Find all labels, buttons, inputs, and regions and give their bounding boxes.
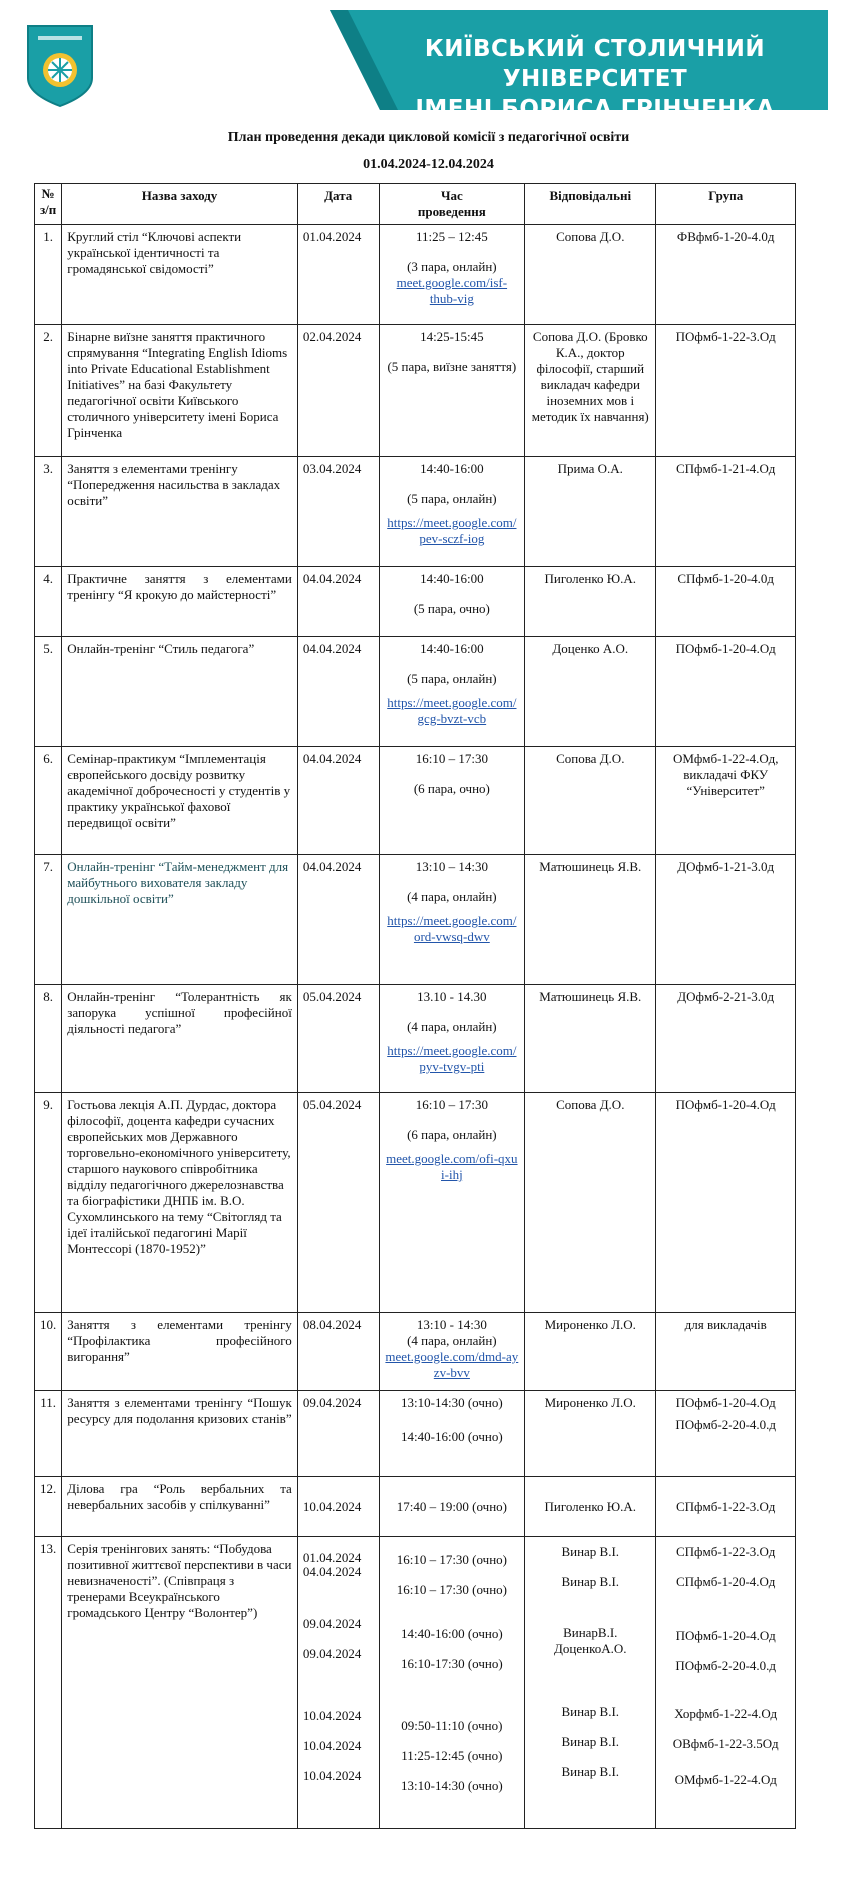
row-time-cell <box>379 1391 525 1477</box>
session-date: 09.04.2024 <box>302 1616 362 1631</box>
session-time: 13:10-14:30 (очно) <box>401 1778 503 1793</box>
row-responsible: Сопова Д.О. <box>525 225 656 325</box>
table-row <box>35 747 796 855</box>
row-group: ДОфмб-2-21-3.0д <box>656 985 796 1093</box>
table-row <box>35 1537 796 1829</box>
table-row <box>35 457 796 567</box>
session-date: 10.04.2024 <box>302 1768 362 1783</box>
session-responsible-name: Винар В.І. <box>561 1574 620 1589</box>
row-responsible: Сопова Д.О. <box>525 1093 656 1313</box>
row-date: 05.04.2024 <box>297 1093 379 1313</box>
row-date: 04.04.2024 <box>297 855 379 985</box>
row-num: 13. <box>35 1537 62 1829</box>
row-time-2: 14:40-16:00 (очно) <box>401 1429 503 1444</box>
document-period: 01.04.2024-12.04.2024 <box>363 157 494 172</box>
row-mode: (3 пара, онлайн) <box>407 259 497 274</box>
table-row <box>35 225 796 325</box>
university-name <box>360 34 830 124</box>
row-mode: (5 пара, очно) <box>413 601 490 616</box>
session-responsible-name: ДоценкоА.О. <box>554 1641 627 1656</box>
row-date: 02.04.2024 <box>297 325 379 457</box>
row-mode: (4 пара, онлайн) <box>407 1019 497 1034</box>
row-time: 11:25 – 12:45 <box>415 229 488 244</box>
session-group: ОМфмб-1-22-4.Од <box>674 1772 777 1787</box>
row-group-2: ПОфмб-2-20-4.0.д <box>675 1417 777 1432</box>
row-num: 5. <box>35 637 62 747</box>
row-group-1: ПОфмб-1-20-4.Од <box>675 1395 776 1410</box>
table-row <box>35 1391 796 1477</box>
row-time-cell <box>379 985 525 1093</box>
session-time: 16:10 – 17:30 (очно) <box>396 1552 507 1567</box>
meeting-link[interactable]: https://meet.google.com/pev-sczf-iog <box>387 515 517 546</box>
row-mode: (5 пара, онлайн) <box>407 671 497 686</box>
row-time: 17:40 – 19:00 (очно) <box>379 1477 525 1537</box>
university-banner <box>0 10 828 122</box>
meeting-link[interactable]: https://meet.google.com/pyv-tvgv-pti <box>387 1043 517 1074</box>
row-responsible: Пиголенко Ю.А. <box>525 567 656 637</box>
row-num: 3. <box>35 457 62 567</box>
row-time: 13.10 - 14.30 <box>417 989 487 1004</box>
meeting-link[interactable]: meet.google.com/ofi-qxui-ihj <box>386 1151 518 1182</box>
row-time-cell <box>379 855 525 985</box>
row-mode: (5 пара, виїзне заняття) <box>387 359 517 374</box>
header-responsible: Відповідальні <box>525 184 656 225</box>
row-name: Онлайн-тренінг “Тайм-менеджмент для майбутнього вихователя закладу дошкільної освіти” <box>62 855 298 985</box>
university-name-line1: КИЇВСЬКИЙ СТОЛИЧНИЙ УНІВЕРСИТЕТ <box>424 36 766 92</box>
session-responsible-name: Винар В.І. <box>561 1764 620 1779</box>
session-group: СПфмб-1-20-4.Од <box>676 1574 776 1589</box>
row-mode: (6 пара, онлайн) <box>407 1127 497 1142</box>
session-time: 16:10 – 17:30 (очно) <box>396 1582 507 1597</box>
session-date: 01.04.2024 <box>302 1550 362 1565</box>
row-group: СПфмб-1-20-4.0д <box>656 567 796 637</box>
row-time-cell <box>379 1313 525 1391</box>
university-emblem-icon <box>24 22 96 108</box>
session-responsible-name: Винар В.І. <box>561 1734 620 1749</box>
row-date: 04.04.2024 <box>297 637 379 747</box>
session-time: 16:10-17:30 (очно) <box>401 1656 503 1671</box>
row-responsible: Прима О.А. <box>525 457 656 567</box>
row-time-1: 13:10-14:30 (очно) <box>401 1395 503 1410</box>
row-date: 08.04.2024 <box>297 1313 379 1391</box>
session-group: ОВфмб-1-22-3.5Од <box>672 1736 779 1751</box>
row-num: 12. <box>35 1477 62 1537</box>
row-name: Гостьова лекція А.П. Дурдас, доктора філософії, доцента кафедри сучасних європейських мов Державного торговельно-економічного університету, старшого наукового співробітника відділу педагогічного джерелознавства та біографістики ДНПБ ім. В.О. Сухомлинського на тему “Світогляд та ідеї італійської педагогині Марії Монтессорі (1870-1952)” <box>62 1093 298 1313</box>
meeting-link[interactable]: https://meet.google.com/ord-vwsq-dwv <box>387 913 517 944</box>
row-time: 14:25-15:45 <box>420 329 484 344</box>
row-date: 05.04.2024 <box>297 985 379 1093</box>
row-responsible: Мироненко Л.О. <box>525 1391 656 1477</box>
row-group: СПфмб-1-21-4.Од <box>656 457 796 567</box>
row-time-cell <box>379 637 525 747</box>
row-name: Онлайн-тренінг “Толерантність як запорука успішної професійної діяльності педагога” <box>62 985 298 1093</box>
table-row <box>35 1093 796 1313</box>
row-mode: (4 пара, онлайн) <box>407 889 497 904</box>
row-time: 16:10 – 17:30 <box>415 751 488 766</box>
university-name-line2: ІМЕНІ БОРИСА ГРІНЧЕНКА <box>415 96 775 122</box>
session-date: 10.04.2024 <box>302 1738 362 1753</box>
row-date: 01.04.2024 <box>297 225 379 325</box>
row-name: Практичне заняття з елементами тренінгу “Я крокую до майстерності” <box>62 567 298 637</box>
header-name: Назва заходу <box>62 184 298 225</box>
row-group: для викладачів <box>656 1313 796 1391</box>
row-group: СПфмб-1-22-3.Од <box>656 1477 796 1537</box>
row-time: 13:10 - 14:30 <box>416 1317 487 1332</box>
session-date: 09.04.2024 <box>302 1646 362 1661</box>
table-row <box>35 567 796 637</box>
table-row <box>35 985 796 1093</box>
meeting-link[interactable]: meet.google.com/isf-thub-vig <box>396 275 508 306</box>
row-date: 04.04.2024 <box>297 747 379 855</box>
header-time <box>379 184 525 225</box>
row-time: 14:40-16:00 <box>420 461 484 476</box>
row-name: Заняття з елементами тренінгу “Пошук ресурсу для подолання кризових станів” <box>62 1391 298 1477</box>
table-row <box>35 855 796 985</box>
session-responsible-name: Винар В.І. <box>561 1544 620 1559</box>
table-row <box>35 637 796 747</box>
session-dates <box>297 1537 379 1829</box>
row-time: 14:40-16:00 <box>420 571 484 586</box>
events-table <box>34 183 796 1829</box>
row-group: ДОфмб-1-21-3.0д <box>656 855 796 985</box>
row-num: 10. <box>35 1313 62 1391</box>
row-date: 09.04.2024 <box>297 1391 379 1477</box>
row-num: 1. <box>35 225 62 325</box>
row-time-cell <box>379 325 525 457</box>
session-group: ПОфмб-1-20-4.Од <box>675 1628 776 1643</box>
row-name: Семінар-практикум “Імплементація європейського досвіду розвитку академічної доброчесності у студентів у практику української фахової передвищої освіти” <box>62 747 298 855</box>
session-responsible-name: ВинарВ.І. <box>563 1625 618 1640</box>
header-time-line1: Час <box>440 188 463 203</box>
header-num: № з/п <box>35 184 62 225</box>
row-date: 10.04.2024 <box>297 1477 379 1537</box>
session-times <box>379 1537 525 1829</box>
row-group: ОМфмб-1-22-4.Од, викладачі ФКУ “Університет” <box>656 747 796 855</box>
row-num: 9. <box>35 1093 62 1313</box>
row-time-cell <box>379 457 525 567</box>
row-name: Ділова гра “Роль вербальних та невербальних засобів у спілкуванні” <box>62 1477 298 1537</box>
row-time: 14:40-16:00 <box>420 641 484 656</box>
row-num: 11. <box>35 1391 62 1477</box>
session-time: 11:25-12:45 (очно) <box>401 1748 503 1763</box>
row-group: ФВфмб-1-20-4.0д <box>656 225 796 325</box>
header-date: Дата <box>297 184 379 225</box>
row-time-cell <box>379 747 525 855</box>
header-time-line2: проведення <box>417 204 486 219</box>
session-date: 10.04.2024 <box>302 1708 362 1723</box>
row-mode: (4 пара, онлайн) <box>407 1333 497 1348</box>
row-num: 6. <box>35 747 62 855</box>
meeting-link[interactable]: meet.google.com/dmd-ayzv-bvv <box>385 1349 519 1380</box>
row-group: ПОфмб-1-22-3.Од <box>656 325 796 457</box>
row-responsible: Сопова Д.О. (Бровко К.А., доктор філософії, старший викладач кафедри іноземних мов і методик їх навчання) <box>525 325 656 457</box>
session-group: Хорфмб-1-22-4.Од <box>674 1706 778 1721</box>
row-responsible: Матюшинець Я.В. <box>525 855 656 985</box>
session-time: 14:40-16:00 (очно) <box>401 1626 503 1641</box>
row-responsible: Мироненко Л.О. <box>525 1313 656 1391</box>
table-row <box>35 1477 796 1537</box>
row-num: 8. <box>35 985 62 1093</box>
table-row <box>35 1313 796 1391</box>
row-num: 2. <box>35 325 62 457</box>
session-date: 04.04.2024 <box>302 1564 362 1579</box>
session-responsible <box>525 1537 656 1829</box>
row-responsible: Пиголенко Ю.А. <box>525 1477 656 1537</box>
session-time: 09:50-11:10 (очно) <box>401 1718 503 1733</box>
row-name: Круглий стіл “Ключові аспекти української ідентичності та громадянської свідомості” <box>62 225 298 325</box>
row-mode: (5 пара, онлайн) <box>407 491 497 506</box>
header-group: Група <box>656 184 796 225</box>
table-header-row <box>35 184 796 225</box>
session-responsible-name: Винар В.І. <box>561 1704 620 1719</box>
session-groups <box>656 1537 796 1829</box>
document-title: План проведення декади цикловой комісії з педагогічної освіти <box>227 130 630 145</box>
row-name: Заняття з елементами тренінгу “Профілактика професійного вигорання” <box>62 1313 298 1391</box>
row-time-cell <box>379 225 525 325</box>
row-time: 16:10 – 17:30 <box>415 1097 488 1112</box>
row-mode: (6 пара, очно) <box>413 781 490 796</box>
row-date: 03.04.2024 <box>297 457 379 567</box>
row-group: ПОфмб-1-20-4.Од <box>656 637 796 747</box>
table-row <box>35 325 796 457</box>
row-name: Бінарне виїзне заняття практичного спрямування “Integrating English Idioms into Private Educational Establishment Initiatives” на базі Факультету педагогічної освіти Київського столичного університету імені Бориса Грінченка <box>62 325 298 457</box>
row-name: Онлайн-тренінг “Стиль педагога” <box>62 637 298 747</box>
row-group-cell <box>656 1391 796 1477</box>
row-name: Заняття з елементами тренінгу “Попередження насильства в закладах освіти” <box>62 457 298 567</box>
session-group: СПфмб-1-22-3.Од <box>676 1544 776 1559</box>
row-responsible: Матюшинець Я.В. <box>525 985 656 1093</box>
row-responsible: Доценко А.О. <box>525 637 656 747</box>
row-group: ПОфмб-1-20-4.Од <box>656 1093 796 1313</box>
row-responsible: Сопова Д.О. <box>525 747 656 855</box>
row-num: 7. <box>35 855 62 985</box>
session-group: ПОфмб-2-20-4.0.д <box>675 1658 777 1673</box>
meeting-link[interactable]: https://meet.google.com/gcg-bvzt-vcb <box>387 695 517 726</box>
row-time-cell <box>379 567 525 637</box>
row-name: Серія тренінгових занять: “Побудова позитивної життєвої перспективи в часи невизначеності”. (Співпраця з тренерами Всеукраїнського громадського Центру “Волонтер”) <box>62 1537 298 1829</box>
row-time-cell <box>379 1093 525 1313</box>
row-time: 13:10 – 14:30 <box>415 859 488 874</box>
row-num: 4. <box>35 567 62 637</box>
row-date: 04.04.2024 <box>297 567 379 637</box>
